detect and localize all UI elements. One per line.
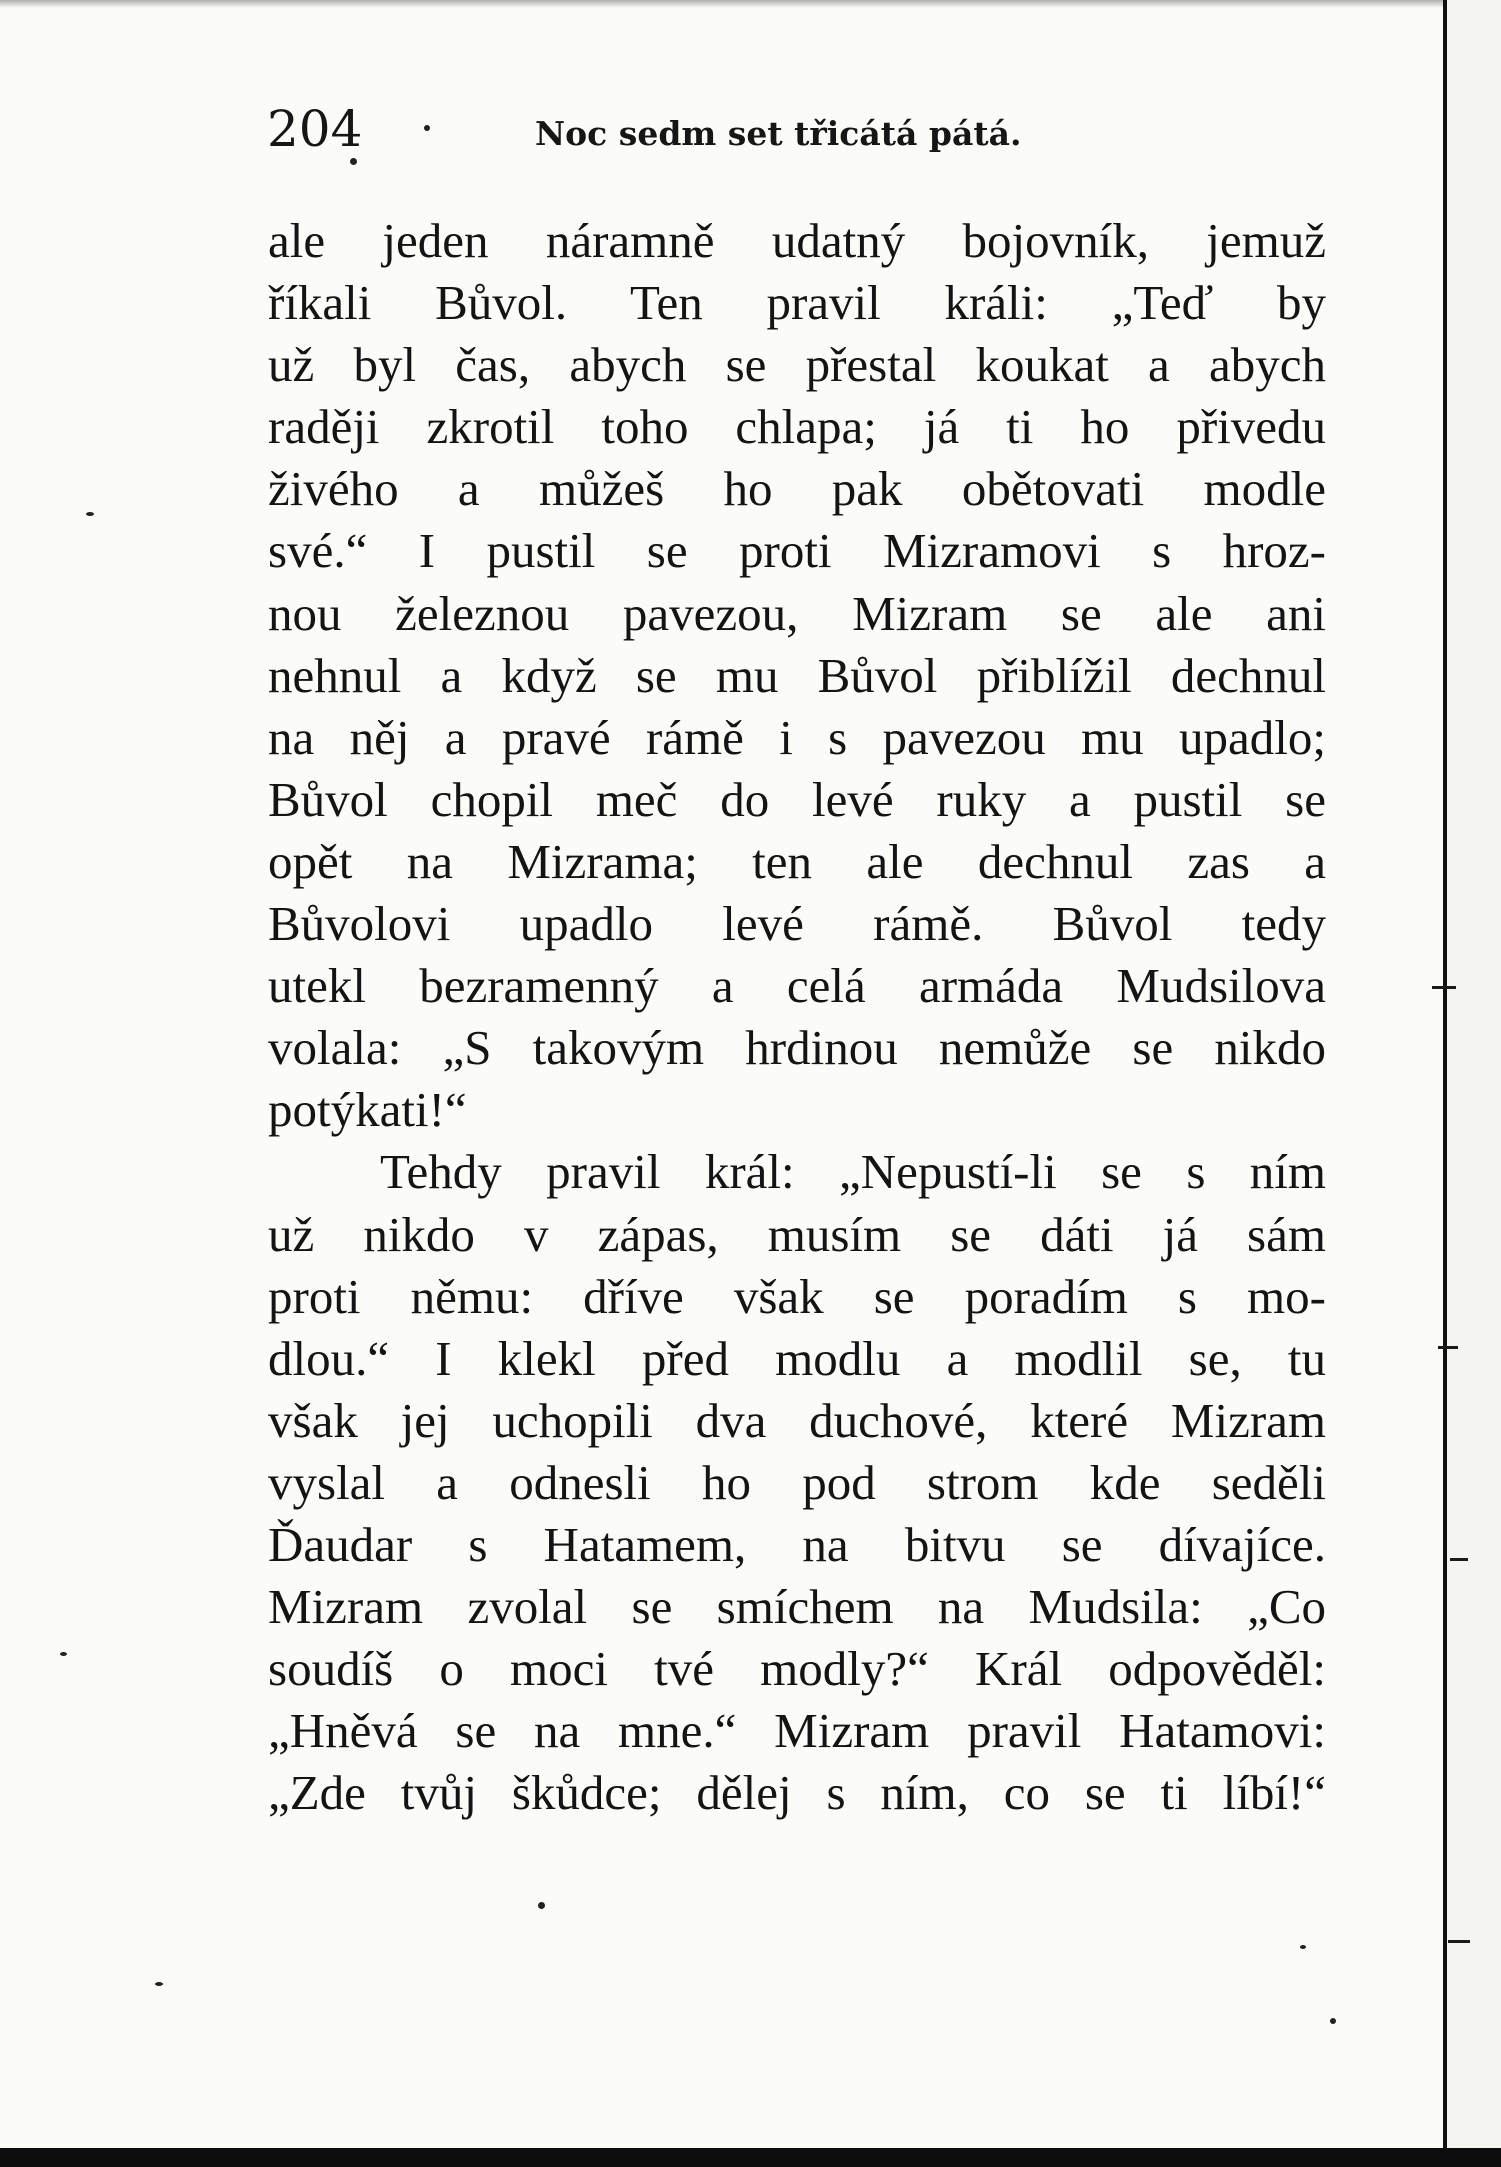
paragraph-2 <box>268 1141 1326 1824</box>
text-line: však jej uchopili dva duchové, které Mizram <box>268 1392 1326 1448</box>
scan-speck <box>1330 2018 1336 2024</box>
text-line: na něj a pravé rámě i s pavezou mu upadlo; <box>268 709 1326 765</box>
text-line: své.“ I pustil se proti Mizramovi s hroz- <box>268 523 1326 579</box>
text-line: ale jeden náramně udatný bojovník, jemuž <box>268 213 1326 268</box>
page-edge-strip <box>1447 0 1501 2167</box>
scan-speck <box>60 1652 67 1656</box>
top-edge-shadow <box>0 0 1501 8</box>
text-line: opět na Mizrama; ten ale dechnul zas a <box>268 833 1326 889</box>
scan-speck <box>1300 1945 1306 1949</box>
text-line: potýkati!“ <box>268 1082 467 1138</box>
scan-speck <box>350 158 357 165</box>
text-line: živého a můžeš ho pak obětovati modle <box>268 461 1326 517</box>
text-line: utekl bezramenný a celá armáda Mudsilova <box>268 958 1326 1014</box>
paragraph-1 <box>268 210 1326 1141</box>
text-line: Bůvolovi upadlo levé rámě. Bůvol tedy <box>268 896 1326 952</box>
scan-speck <box>424 125 430 131</box>
page-number: 204 <box>267 100 363 158</box>
edge-tick <box>1432 986 1456 989</box>
text-line: už nikdo v zápas, musím se dáti já sám <box>268 1206 1326 1262</box>
text-line: nou železnou pavezou, Mizram se ale ani <box>268 585 1326 641</box>
text-line: Bůvol chopil meč do levé ruky a pustil se <box>268 771 1326 827</box>
text-line: „Zde tvůj škůdce; dělej s ním, co se ti líbí!“ <box>268 1765 1326 1821</box>
bottom-scan-edge <box>0 2148 1501 2167</box>
text-line: dlou.“ I klekl před modlu a modlil se, tu <box>268 1330 1326 1386</box>
text-line: raději zkrotil toho chlapa; já ti ho přivedu <box>268 399 1326 455</box>
scan-speck <box>86 512 94 516</box>
scan-speck <box>538 1902 545 1909</box>
body-text <box>268 210 1326 1824</box>
scan-speck <box>155 1982 163 1986</box>
text-line: nehnul a když se mu Bůvol přiblížil dechnul <box>268 647 1326 703</box>
text-line: Ďaudar s Hatamem, na bitvu se dívajíce. <box>268 1516 1326 1572</box>
edge-tick <box>1448 1940 1470 1943</box>
edge-tick <box>1450 1558 1468 1561</box>
page-edge-line <box>1443 0 1447 2167</box>
text-line: už byl čas, abych se přestal koukat a abych <box>268 337 1326 393</box>
text-line: Mizram zvolal se smíchem na Mudsila: „Co <box>268 1579 1326 1635</box>
text-line: „Hněvá se na mne.“ Mizram pravil Hatamovi: <box>268 1703 1326 1759</box>
text-line: volala: „S takovým hrdinou nemůže se nikdo <box>268 1020 1326 1076</box>
edge-tick <box>1438 1346 1458 1349</box>
text-line: říkali Bůvol. Ten pravil králi: „Teď by <box>268 275 1326 331</box>
text-line: proti němu: dříve však se poradím s mo- <box>268 1268 1326 1324</box>
running-head: Noc sedm set třicátá pátá. <box>535 114 1022 153</box>
text-line: Tehdy pravil král: „Nepustí-li se s ním <box>380 1144 1326 1200</box>
page-header <box>255 100 1355 170</box>
text-line: vyslal a odnesli ho pod strom kde seděli <box>268 1454 1326 1510</box>
text-line: soudíš o moci tvé modly?“ Král odpověděl: <box>268 1641 1326 1697</box>
